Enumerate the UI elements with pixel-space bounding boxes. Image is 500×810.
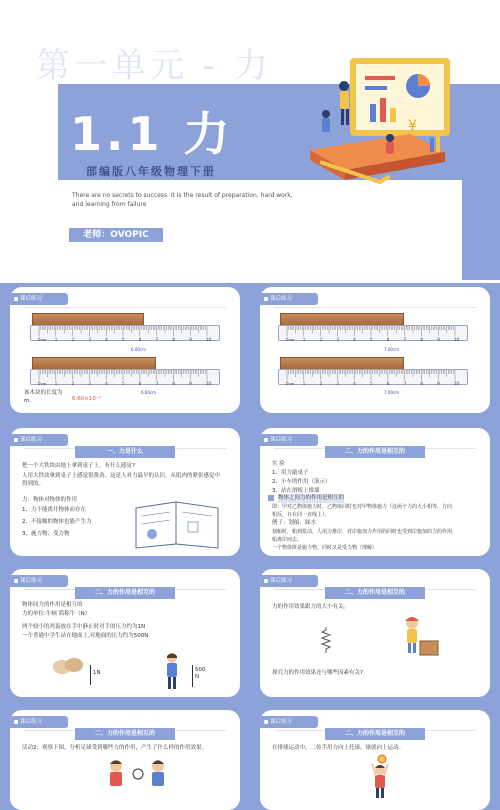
answer-text: 6.60×10⁻² <box>72 396 101 402</box>
ruler-number: 3 <box>88 381 91 386</box>
eggs-icon <box>50 653 86 677</box>
ruler-unit: cm <box>289 338 295 342</box>
ruler-number: 6 <box>386 337 390 342</box>
education-illustration-icon <box>290 52 455 192</box>
body-line: 划船时，船到浆动，人用力推岸，对岸施加力作用的同时也受到岸施加的力的作用， <box>272 529 458 535</box>
section-banner: 二、力的作用是相互的 <box>75 728 175 740</box>
ruler-number: 0 <box>286 337 289 342</box>
slide-volleyball[interactable] <box>260 710 490 810</box>
ruler-number: 5 <box>370 337 373 342</box>
body-line: 力的作用效果跟力的大小有关。 <box>272 604 350 610</box>
arrow-bullet-icon <box>268 495 274 501</box>
slide-tag: 课后练习 <box>10 434 68 446</box>
ruler-number: 5 <box>122 337 125 342</box>
slide-tag: 课后练习 <box>260 434 318 446</box>
slide-force-unit[interactable] <box>10 569 240 697</box>
ruler-number: 6 <box>386 381 390 386</box>
ruler-number: 0 <box>38 337 41 342</box>
volleyball-player-icon <box>360 754 400 800</box>
slide-tag: 课后练习 <box>260 716 318 728</box>
ruler-number: 9 <box>189 337 192 342</box>
ruler-number: 9 <box>437 337 440 342</box>
body-line: 探究力的作用效果还与哪些因素有关? <box>272 670 363 676</box>
slide-tag: 课后练习 <box>10 716 68 728</box>
body-line: 把一个大铁块由地上拿到桌子上，有什么感觉? <box>22 463 135 469</box>
ruler-number: 7 <box>155 337 159 342</box>
ruler-unit: cm <box>41 382 47 386</box>
body-line: 一个物体既是施力物，同时又是受力物（理解） <box>272 545 378 551</box>
cover-watermark: 第一单元 - 力 <box>36 46 272 86</box>
body-line: 在排球运动中，二传手用力向上托球，球就向上运动。 <box>272 745 405 751</box>
body-line: 一个普通中学生站在地面上,对地面的压力约为500N <box>22 633 149 639</box>
ruler-number: 6 <box>138 337 142 342</box>
ruler-number: 6 <box>138 381 142 386</box>
ruler-number: 5 <box>370 381 373 386</box>
ruler-number: 2 <box>319 337 323 342</box>
ruler-ticks <box>31 326 221 342</box>
body-line: 2、小车的作用（演示） <box>272 479 331 485</box>
student-icon <box>160 651 184 691</box>
ruler <box>30 325 220 341</box>
section-banner: 一、力是什么 <box>75 446 175 458</box>
ruler-number: 0 <box>38 381 41 386</box>
body-line: 1、用力敲桌子 <box>272 470 309 476</box>
ruler-unit: cm <box>289 382 295 386</box>
ruler-number: 2 <box>71 337 75 342</box>
body-line: 2、不接触的物体也能产生力 <box>22 519 92 525</box>
ruler-number: 10 <box>206 381 212 386</box>
ruler-number: 0 <box>286 381 289 386</box>
body-line: 力：物体对物体的作用 <box>22 497 78 503</box>
body-line: 3、站在滑板上推墙 <box>272 488 320 494</box>
spring-icon <box>320 627 332 653</box>
slide-ruler-2[interactable] <box>260 287 490 413</box>
ruler-number: 5 <box>122 381 125 386</box>
body-line: 活动2：观察下图，分析足球受到哪些力的作用，产生了什么样的作用效果。 <box>22 745 208 751</box>
ruler-number: 4 <box>105 381 108 386</box>
ruler-number: 7 <box>403 381 407 386</box>
ruler-number: 10 <box>206 337 212 342</box>
question-text: 该木块的长度为 <box>24 390 63 396</box>
section-banner: 二、力的作用是相互的 <box>325 728 425 740</box>
child-pushing-box-icon <box>400 615 440 659</box>
ruler-ticks <box>279 326 469 342</box>
ruler-marker-label: 7.00cm <box>384 347 400 352</box>
ruler <box>30 369 220 385</box>
slide-what-is-force[interactable] <box>10 428 240 556</box>
ruler-number: 3 <box>88 337 91 342</box>
divider <box>24 307 226 308</box>
body-line: 物体间力的作用是相互的 <box>22 602 83 608</box>
body-line: 人用大铁块拿到桌子上感觉很费劲。这是人对力最早的认识。从肌肉的紧张感觉中 <box>22 473 221 479</box>
body-line: 两个较小的鸡蛋放在手中静止时对手的压力约为1N <box>22 624 146 630</box>
children-football-icon <box>98 756 178 800</box>
book-illustration-icon <box>130 494 226 552</box>
body-line: 3、施力物、受力物 <box>22 531 70 537</box>
svg-text:¥: ¥ <box>408 118 417 134</box>
body-line: 船离岸而去。 <box>272 537 303 543</box>
ruler-number: 1 <box>54 381 58 386</box>
ruler-number: 3 <box>336 381 339 386</box>
slide-ruler-1[interactable] <box>10 287 240 413</box>
ruler-marker-label: 7.00cm <box>384 390 400 395</box>
ruler-number: 8 <box>420 337 423 342</box>
ruler-number: 8 <box>420 381 423 386</box>
cover-subtitle: 部编版八年级物理下册 <box>86 165 216 178</box>
ruler-unit: cm <box>41 338 47 342</box>
ruler-number: 3 <box>336 337 339 342</box>
ruler-number: 4 <box>353 381 356 386</box>
cover-slide[interactable] <box>0 0 500 283</box>
slide-activity-football[interactable] <box>10 710 240 810</box>
section-banner: 二、力的作用是相互的 <box>75 587 175 599</box>
ruler-ticks <box>31 370 221 386</box>
ruler-number: 7 <box>403 337 407 342</box>
slide-force-magnitude[interactable] <box>260 569 490 697</box>
ruler-number: 9 <box>189 381 192 386</box>
ruler-number: 2 <box>71 381 75 386</box>
ruler-number: 10 <box>454 381 460 386</box>
body-line: 1、力不能离开物体而存在 <box>22 507 87 513</box>
force-arrow-icon <box>192 665 193 687</box>
body-line: 实 验 <box>272 461 285 467</box>
slide-tag: 课后练习 <box>260 293 318 305</box>
ruler-number: 8 <box>172 381 175 386</box>
cover-quote: There are no secrets to success. It is the result of preparation, hard work, and learning from failure <box>72 192 293 208</box>
body-line: 力的单位:牛顿 简称牛（N） <box>22 611 91 617</box>
ruler-number: 1 <box>302 337 306 342</box>
ruler-number: 9 <box>437 381 440 386</box>
cover-title: 1.1 力 <box>70 107 234 161</box>
cover-white-block <box>0 84 58 180</box>
ruler-number: 1 <box>54 337 58 342</box>
question-unit: m。 <box>24 398 35 404</box>
ruler-number: 1 <box>302 381 306 386</box>
ruler-marker-label: 6.00cm <box>131 347 147 352</box>
force-label: 1N <box>93 670 101 676</box>
body-line: 得到的。 <box>22 481 45 487</box>
ruler-number: 4 <box>105 337 108 342</box>
slide-mutual-force-experiment[interactable] <box>260 428 490 556</box>
body-line: 即：甲对乙物体施力时，乙物体同时也对甲物体施力（这两个力的大小相等，方向 <box>272 504 453 510</box>
ruler-number: 7 <box>155 381 159 386</box>
section-banner: 二、力的作用是相互的 <box>325 446 425 458</box>
body-line: 例子：划船、踩水 <box>272 520 317 526</box>
ruler-number: 10 <box>454 337 460 342</box>
ruler-number: 4 <box>353 337 356 342</box>
ruler <box>278 325 468 341</box>
ruler-number: 8 <box>172 337 175 342</box>
body-line: 相反，且在同一直线上）。 <box>272 512 330 518</box>
teacher-badge: 老师：OVOPIC <box>69 228 163 242</box>
ruler-ticks <box>279 370 469 386</box>
slide-tag: 课后练习 <box>10 575 68 587</box>
ruler <box>278 369 468 385</box>
ruler-number: 2 <box>319 381 323 386</box>
slide-tag: 课后练习 <box>10 293 68 305</box>
force-label: 500 N <box>195 667 206 680</box>
highlight-line: 物体之间力的作用是相互的 <box>278 495 345 501</box>
slide-tag: 课后练习 <box>260 575 318 587</box>
ruler-marker-label: 6.60cm <box>141 390 157 395</box>
divider <box>274 307 476 308</box>
force-arrow-icon <box>90 665 91 685</box>
section-banner: 二、力的作用是相互的 <box>325 587 425 599</box>
